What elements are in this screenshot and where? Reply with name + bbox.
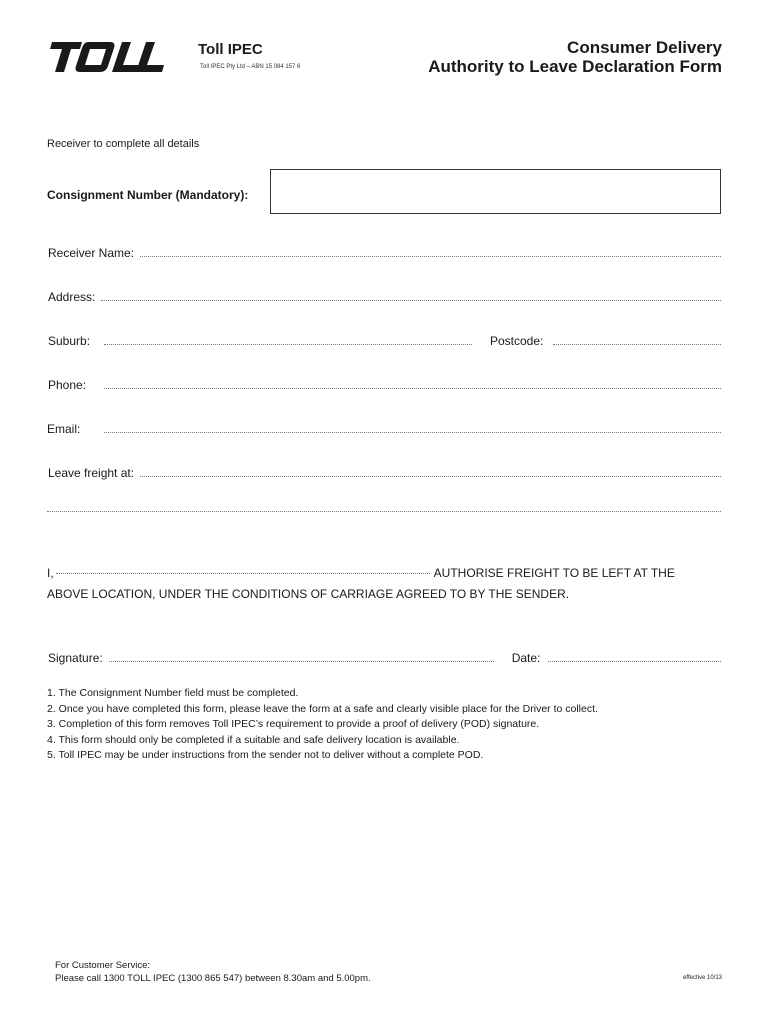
abn-line: Toll IPEC Pty Ltd – ABN 15 084 157 6: [200, 64, 301, 70]
footer-line-1: For Customer Service:: [55, 960, 151, 971]
signature-label: Signature:: [48, 651, 103, 665]
phone-label: Phone:: [48, 378, 87, 392]
leave-freight-field-2[interactable]: [47, 510, 721, 512]
customer-service: [55, 959, 371, 985]
notes-list: [47, 686, 598, 764]
list-item: 3. Completion of this form removes Toll IPEC’s requirement to provide a proof of delivery (POD) signature.: [47, 718, 540, 730]
declaration-line-2: ABOVE LOCATION, UNDER THE CONDITIONS OF CARRIAGE AGREED TO BY THE SENDER.: [47, 587, 570, 601]
receiver-name-row: [48, 246, 721, 260]
email-label: Email:: [47, 422, 81, 436]
address-row: [48, 290, 721, 304]
title-line-2: Authority to Leave Declaration Form: [428, 57, 722, 76]
declarant-name-field[interactable]: [56, 572, 430, 574]
leave-freight-extra-row: [47, 510, 721, 515]
receiver-name-field[interactable]: [140, 255, 721, 257]
list-item: 5. Toll IPEC may be under instructions from the sender not to deliver without a complete POD.: [47, 749, 484, 761]
declaration-suffix: AUTHORISE FREIGHT TO BE LEFT AT THE: [433, 566, 675, 580]
address-label: Address:: [48, 290, 96, 304]
consignment-label: Consignment Number (Mandatory):: [47, 188, 249, 202]
postcode-field[interactable]: [553, 343, 721, 345]
instruction-text: Receiver to complete all details: [47, 138, 200, 150]
list-item: 2. Once you have completed this form, please leave the form at a safe and clearly visible place for the Driver to collect.: [47, 702, 598, 715]
date-label: Date:: [511, 651, 541, 665]
address-field[interactable]: [101, 299, 721, 301]
list-item: 1. The Consignment Number field must be completed.: [47, 687, 299, 699]
leave-freight-row: [48, 466, 721, 480]
consignment-number-input[interactable]: [270, 169, 721, 214]
suburb-label: Suburb:: [48, 334, 91, 348]
signature-date-row: [48, 651, 721, 665]
effective-date: effective 10/13: [683, 975, 722, 981]
email-field[interactable]: [104, 431, 721, 433]
toll-logo: [48, 40, 168, 74]
email-row: [47, 422, 721, 436]
suburb-postcode-row: [48, 334, 721, 348]
leave-freight-field[interactable]: [140, 475, 721, 477]
declaration-prefix: I,: [47, 566, 54, 580]
suburb-field[interactable]: [104, 343, 472, 345]
title-line-1: Consumer Delivery: [567, 38, 722, 57]
declaration: [47, 563, 707, 604]
date-field[interactable]: [548, 660, 721, 662]
form-title: [428, 38, 722, 76]
phone-row: [48, 378, 721, 392]
postcode-label: Postcode:: [490, 334, 544, 348]
leave-freight-label: Leave freight at:: [48, 466, 135, 480]
signature-field[interactable]: [109, 660, 494, 662]
phone-field[interactable]: [104, 387, 721, 389]
footer-line-2: Please call 1300 TOLL IPEC (1300 865 547) between 8.30am and 5.00pm.: [55, 973, 371, 984]
receiver-name-label: Receiver Name:: [48, 246, 135, 260]
company-name: Toll IPEC: [198, 41, 263, 58]
list-item: 4. This form should only be completed if a suitable and safe delivery location is available.: [47, 733, 460, 746]
